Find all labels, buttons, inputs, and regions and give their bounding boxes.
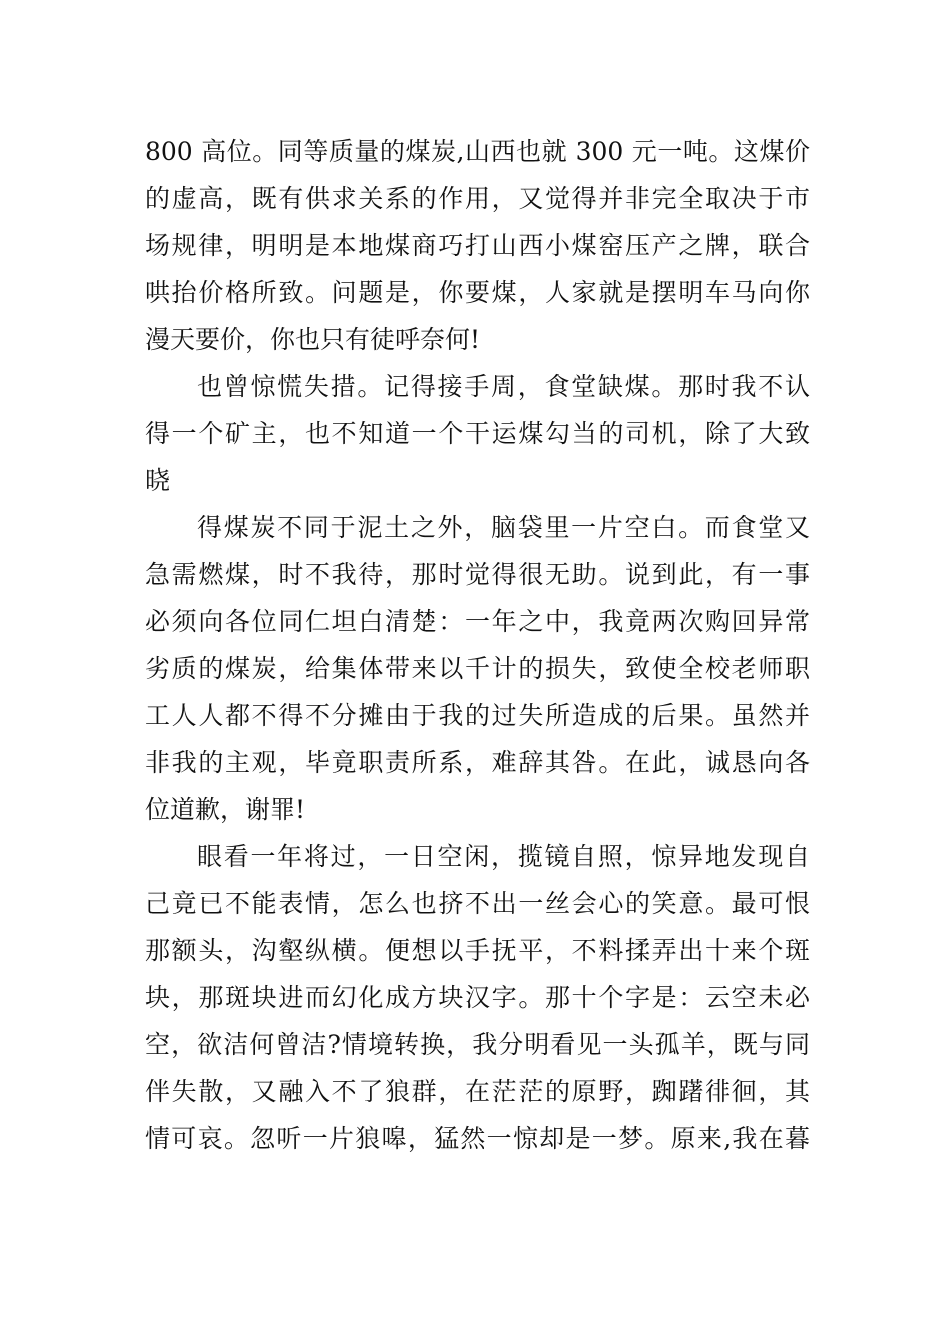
paragraph-2 — [145, 363, 810, 504]
text-line: 的虚高，既有供求关系的作用，又觉得并非完全取决于市 — [145, 184, 810, 213]
text-line: 伴失散，又融入不了狼群，在茫茫的原野，踟躇徘徊，其 — [145, 1077, 810, 1106]
text-line: 情可哀。忽听一片狼嗥，猛然一惊却是一梦。原来,我在暮 — [145, 1124, 810, 1153]
text-line: 也曾惊慌失措。记得接手周，食堂缺煤。那时我不认 — [197, 372, 810, 401]
text-line: 块，那斑块进而幻化成方块汉字。那十个字是：云空未必 — [145, 983, 810, 1012]
text-line: 800 高位。同等质量的煤炭,山西也就 300 元一吨。这煤价 — [145, 137, 810, 166]
paragraph-3 — [145, 504, 810, 833]
text-line: 眼看一年将过，一日空闲，揽镜自照，惊异地发现自 — [197, 842, 810, 871]
paragraph-1 — [145, 128, 810, 363]
text-line: 那额头，沟壑纵横。便想以手抚平，不料揉弄出十来个斑 — [145, 936, 810, 965]
text-line: 漫天要价，你也只有徒呼奈何! — [145, 325, 481, 354]
text-line: 位道歉，谢罪! — [145, 795, 306, 824]
text-line: 晓 — [145, 466, 171, 495]
text-line: 得煤炭不同于泥土之外，脑袋里一片空白。而食堂又 — [197, 513, 810, 542]
text-line: 空，欲洁何曾洁?情境转换，我分明看见一头孤羊，既与同 — [145, 1030, 810, 1059]
text-line: 急需燃煤，时不我待，那时觉得很无助。说到此，有一事 — [145, 560, 810, 589]
text-line: 得一个矿主，也不知道一个干运煤勾当的司机，除了大致 — [145, 419, 810, 448]
text-line: 必须向各位同仁坦白清楚：一年之中，我竟两次购回异常 — [145, 607, 810, 636]
text-line: 劣质的煤炭，给集体带来以千计的损失，致使全校老师职 — [145, 654, 810, 683]
text-line: 己竟已不能表情，怎么也挤不出一丝会心的笑意。最可恨 — [145, 889, 810, 918]
text-line: 工人人都不得不分摊由于我的过失所造成的后果。虽然并 — [145, 701, 810, 730]
paragraph-4 — [145, 833, 810, 1162]
body-text — [145, 128, 810, 1162]
text-line: 哄抬价格所致。问题是，你要煤，人家就是摆明车马向你 — [145, 278, 810, 307]
text-line: 非我的主观，毕竟职责所系，难辞其咎。在此，诚恳向各 — [145, 748, 810, 777]
text-line: 场规律，明明是本地煤商巧打山西小煤窑压产之牌，联合 — [145, 231, 810, 260]
